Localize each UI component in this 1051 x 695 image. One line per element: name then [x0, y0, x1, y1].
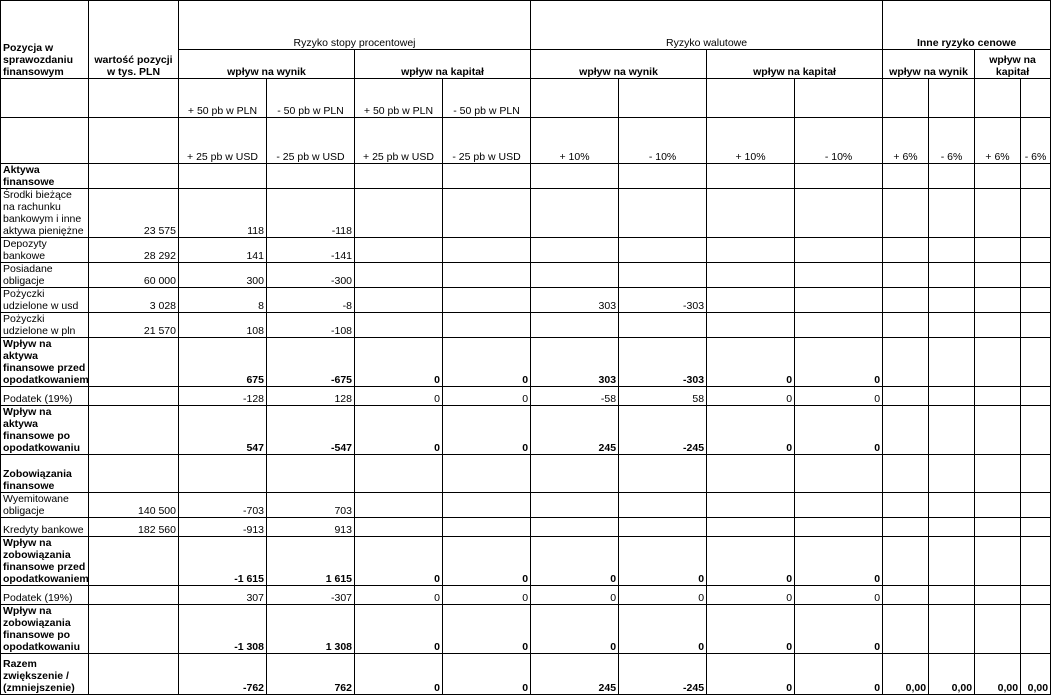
row-value — [89, 338, 179, 387]
table-cell — [1021, 164, 1051, 189]
scenario-label: + 6% — [883, 118, 929, 164]
table-cell — [707, 493, 795, 518]
table-cell — [795, 263, 883, 288]
table-cell — [1021, 387, 1051, 406]
table-cell: 547 — [179, 406, 267, 455]
table-cell — [975, 605, 1021, 654]
table-cell — [929, 406, 975, 455]
table-cell: -703 — [179, 493, 267, 518]
table-cell: -245 — [619, 406, 707, 455]
scenario-label: + 10% — [531, 118, 619, 164]
table-cell — [355, 493, 443, 518]
table-cell — [355, 288, 443, 313]
table-cell: 0 — [355, 654, 443, 695]
table-cell: 0 — [707, 387, 795, 406]
table-cell: 0 — [795, 387, 883, 406]
table-cell: 0 — [531, 537, 619, 586]
table-cell — [619, 164, 707, 189]
section-row — [1, 455, 1051, 493]
row-label: Posiadane obligacje — [1, 263, 89, 288]
table-cell: 0 — [795, 605, 883, 654]
table-cell: 0 — [355, 605, 443, 654]
table-cell — [179, 455, 267, 493]
scenario-label: + 10% — [707, 118, 795, 164]
table-cell — [1021, 605, 1051, 654]
table-cell — [975, 387, 1021, 406]
table-cell: -307 — [267, 586, 355, 605]
table-cell: -547 — [267, 406, 355, 455]
table-cell: -128 — [179, 387, 267, 406]
table-cell — [355, 313, 443, 338]
impact-label: wpływ na wynik — [883, 50, 975, 79]
table-cell — [1021, 338, 1051, 387]
table-cell — [443, 493, 531, 518]
table-cell — [929, 238, 975, 263]
table-row — [1, 238, 1051, 263]
table-cell — [975, 288, 1021, 313]
table-cell: 0,00 — [1021, 654, 1051, 695]
table-cell: 762 — [267, 654, 355, 695]
table-cell — [1021, 238, 1051, 263]
table-cell: 0 — [619, 586, 707, 605]
table-cell: 0 — [355, 387, 443, 406]
row-label: Pożyczki udzielone w usd — [1, 288, 89, 313]
scenario-label: - 10% — [795, 118, 883, 164]
table-cell — [883, 189, 929, 238]
table-cell — [619, 263, 707, 288]
table-row — [1, 605, 1051, 654]
table-cell — [883, 313, 929, 338]
table-cell: 0 — [443, 406, 531, 455]
column-header-position: Pozycja w sprawozdaniu finansowym — [1, 1, 89, 79]
section-row — [1, 164, 1051, 189]
table-cell: 307 — [179, 586, 267, 605]
row-label: Wpływ na aktywa finansowe po opodatkowaniu — [1, 406, 89, 455]
table-cell — [1021, 263, 1051, 288]
table-row — [1, 387, 1051, 406]
table-cell: -303 — [619, 338, 707, 387]
row-value — [89, 406, 179, 455]
table-row — [1, 189, 1051, 238]
table-cell — [355, 238, 443, 263]
table-cell — [929, 537, 975, 586]
table-cell: 0 — [355, 338, 443, 387]
table-cell — [1021, 288, 1051, 313]
impact-label: wpływ na kapitał — [355, 50, 531, 79]
table-cell: -1 615 — [179, 537, 267, 586]
table-cell — [1021, 537, 1051, 586]
table-cell — [883, 455, 929, 493]
table-cell: 303 — [531, 288, 619, 313]
impact-label: wpływ na wynik — [179, 50, 355, 79]
table-cell — [929, 263, 975, 288]
table-cell — [883, 288, 929, 313]
header-row-groups — [1, 1, 1051, 50]
table-cell — [1021, 518, 1051, 537]
table-cell — [531, 518, 619, 537]
pln-scenario-label: - 50 pb w PLN — [267, 79, 355, 118]
table-cell — [929, 518, 975, 537]
row-value — [89, 455, 179, 493]
group-header-interest-rate-risk: Ryzyko stopy procentowej — [179, 1, 531, 50]
group-header-other-price-risk: Inne ryzyko cenowe — [883, 1, 1051, 50]
table-cell: -1 308 — [179, 605, 267, 654]
table-cell — [707, 455, 795, 493]
table-row — [1, 586, 1051, 605]
table-cell — [619, 189, 707, 238]
table-cell: 58 — [619, 387, 707, 406]
table-cell: 0 — [443, 605, 531, 654]
table-cell — [883, 238, 929, 263]
scenario-label: - 10% — [619, 118, 707, 164]
table-cell: 300 — [179, 263, 267, 288]
table-cell: -913 — [179, 518, 267, 537]
pln-scenario-label: - 50 pb w PLN — [443, 79, 531, 118]
row-value — [89, 164, 179, 189]
table-cell — [975, 338, 1021, 387]
table-cell — [355, 189, 443, 238]
table-cell — [1021, 455, 1051, 493]
table-cell: 913 — [267, 518, 355, 537]
table-cell: -108 — [267, 313, 355, 338]
row-label: Wpływ na zobowiązania finansowe przed opodatkowaniem — [1, 537, 89, 586]
table-cell — [975, 164, 1021, 189]
table-cell — [1021, 406, 1051, 455]
row-value: 182 560 — [89, 518, 179, 537]
table-cell — [1021, 313, 1051, 338]
row-value — [89, 605, 179, 654]
table-cell — [443, 164, 531, 189]
row-value: 60 000 — [89, 263, 179, 288]
table-cell — [929, 493, 975, 518]
table-cell — [929, 288, 975, 313]
table-cell — [975, 406, 1021, 455]
table-cell — [619, 238, 707, 263]
table-cell: 8 — [179, 288, 267, 313]
table-cell — [619, 493, 707, 518]
table-cell — [883, 164, 929, 189]
table-cell — [883, 406, 929, 455]
table-cell: 0,00 — [929, 654, 975, 695]
table-cell: 245 — [531, 406, 619, 455]
table-cell: 0 — [795, 586, 883, 605]
impact-label: wpływ na kapitał — [707, 50, 883, 79]
row-label: Depozyty bankowe — [1, 238, 89, 263]
table-cell — [975, 455, 1021, 493]
table-cell: 0 — [443, 387, 531, 406]
table-cell — [531, 238, 619, 263]
table-cell — [975, 189, 1021, 238]
table-cell: 303 — [531, 338, 619, 387]
table-cell: 108 — [179, 313, 267, 338]
row-value: 21 570 — [89, 313, 179, 338]
table-row — [1, 313, 1051, 338]
table-cell: 141 — [179, 238, 267, 263]
table-cell: 0 — [443, 586, 531, 605]
row-value: 3 028 — [89, 288, 179, 313]
table-cell: 0 — [355, 586, 443, 605]
table-row — [1, 537, 1051, 586]
row-label: Wpływ na zobowiązania finansowe po opodatkowaniu — [1, 605, 89, 654]
table-cell: 0 — [619, 605, 707, 654]
table-cell — [975, 238, 1021, 263]
table-cell: 675 — [179, 338, 267, 387]
table-cell — [267, 455, 355, 493]
table-cell — [883, 518, 929, 537]
table-cell — [443, 518, 531, 537]
table-cell — [929, 605, 975, 654]
table-cell — [443, 288, 531, 313]
table-cell — [707, 313, 795, 338]
table-cell — [1021, 189, 1051, 238]
table-cell — [531, 263, 619, 288]
table-cell — [443, 189, 531, 238]
scenario-label: + 25 pb w USD — [355, 118, 443, 164]
table-cell — [795, 518, 883, 537]
table-cell — [975, 263, 1021, 288]
table-cell: -762 — [179, 654, 267, 695]
table-cell — [707, 263, 795, 288]
scenario-label: - 6% — [1021, 118, 1051, 164]
table-row — [1, 493, 1051, 518]
row-label: Kredyty bankowe — [1, 518, 89, 537]
table-row — [1, 654, 1051, 695]
table-cell: -58 — [531, 387, 619, 406]
table-cell — [619, 313, 707, 338]
table-cell: 118 — [179, 189, 267, 238]
table-cell: 245 — [531, 654, 619, 695]
scenario-label: + 25 pb w USD — [179, 118, 267, 164]
table-cell: 0 — [795, 654, 883, 695]
table-cell: 0,00 — [883, 654, 929, 695]
table-cell — [355, 455, 443, 493]
table-cell — [929, 387, 975, 406]
table-row — [1, 338, 1051, 387]
table-cell — [883, 493, 929, 518]
table-cell: 703 — [267, 493, 355, 518]
table-cell: 0 — [531, 586, 619, 605]
column-header-value: wartość pozycji w tys. PLN — [89, 1, 179, 79]
table-cell — [707, 518, 795, 537]
scenario-label: + 6% — [975, 118, 1021, 164]
row-label: Aktywa finansowe — [1, 164, 89, 189]
row-label: Pożyczki udzielone w pln — [1, 313, 89, 338]
table-cell — [443, 313, 531, 338]
table-cell — [795, 288, 883, 313]
table-cell: -300 — [267, 263, 355, 288]
table-row — [1, 518, 1051, 537]
table-cell: 1 308 — [267, 605, 355, 654]
table-cell: -675 — [267, 338, 355, 387]
row-label: Razem zwiększenie / (zmniejszenie) — [1, 654, 89, 695]
row-value — [89, 537, 179, 586]
table-cell — [795, 455, 883, 493]
table-cell — [443, 238, 531, 263]
table-cell: 0 — [443, 338, 531, 387]
table-cell — [179, 164, 267, 189]
row-value — [89, 654, 179, 695]
table-cell: 128 — [267, 387, 355, 406]
table-cell — [883, 586, 929, 605]
row-label: Podatek (19%) — [1, 586, 89, 605]
table-cell — [929, 164, 975, 189]
table-cell: 0 — [707, 586, 795, 605]
row-label: Wpływ na aktywa finansowe przed opodatkowaniem — [1, 338, 89, 387]
table-cell — [531, 455, 619, 493]
table-cell — [355, 263, 443, 288]
table-cell — [929, 189, 975, 238]
table-cell: 0 — [443, 537, 531, 586]
table-cell — [975, 493, 1021, 518]
row-value — [89, 387, 179, 406]
table-cell: 0 — [443, 654, 531, 695]
table-cell — [883, 338, 929, 387]
table-cell — [707, 238, 795, 263]
row-label: Wyemitowane obligacje — [1, 493, 89, 518]
table-cell: 0 — [707, 537, 795, 586]
row-value: 23 575 — [89, 189, 179, 238]
table-row — [1, 288, 1051, 313]
table-cell — [975, 313, 1021, 338]
table-cell: -8 — [267, 288, 355, 313]
table-cell — [975, 586, 1021, 605]
scenario-label: - 25 pb w USD — [443, 118, 531, 164]
table-cell — [1021, 586, 1051, 605]
table-cell — [355, 164, 443, 189]
table-cell — [267, 164, 355, 189]
table-cell — [883, 605, 929, 654]
row-value — [89, 586, 179, 605]
table-cell — [707, 288, 795, 313]
table-cell: 0 — [619, 537, 707, 586]
table-cell — [975, 537, 1021, 586]
table-cell: 1 615 — [267, 537, 355, 586]
table-cell — [883, 537, 929, 586]
table-cell — [531, 313, 619, 338]
table-cell: 0 — [707, 406, 795, 455]
table-cell: 0 — [795, 537, 883, 586]
impact-label: wpływ na kapitał — [975, 50, 1051, 79]
table-cell — [883, 263, 929, 288]
table-cell: 0,00 — [975, 654, 1021, 695]
table-cell: -303 — [619, 288, 707, 313]
table-cell: 0 — [355, 537, 443, 586]
table-cell: -118 — [267, 189, 355, 238]
table-cell — [929, 455, 975, 493]
scenario-label: - 6% — [929, 118, 975, 164]
table-cell — [443, 263, 531, 288]
table-cell — [707, 164, 795, 189]
table-cell: -245 — [619, 654, 707, 695]
table-row — [1, 406, 1051, 455]
table-cell: 0 — [707, 654, 795, 695]
table-cell — [443, 455, 531, 493]
table-cell — [795, 238, 883, 263]
table-cell — [531, 164, 619, 189]
row-value: 140 500 — [89, 493, 179, 518]
impact-label: wpływ na wynik — [531, 50, 707, 79]
table-row — [1, 263, 1051, 288]
table-cell: 0 — [531, 605, 619, 654]
pln-scenario-label: + 50 pb w PLN — [179, 79, 267, 118]
table-cell — [795, 164, 883, 189]
table-cell — [929, 313, 975, 338]
table-cell — [929, 586, 975, 605]
table-cell — [619, 518, 707, 537]
table-cell — [1021, 493, 1051, 518]
table-cell: 0 — [795, 406, 883, 455]
table-cell — [975, 518, 1021, 537]
row-label: Środki bieżące na rachunku bankowym i inne aktywa pieniężne — [1, 189, 89, 238]
table-cell — [707, 189, 795, 238]
table-cell — [619, 455, 707, 493]
row-value: 28 292 — [89, 238, 179, 263]
table-cell — [795, 189, 883, 238]
table-cell: 0 — [355, 406, 443, 455]
pln-scenario-label: + 50 pb w PLN — [355, 79, 443, 118]
table-cell — [795, 493, 883, 518]
group-header-currency-risk: Ryzyko walutowe — [531, 1, 883, 50]
table-cell — [355, 518, 443, 537]
row-label: Podatek (19%) — [1, 387, 89, 406]
table-cell — [929, 338, 975, 387]
table-cell: 0 — [707, 605, 795, 654]
row-label: Zobowiązania finansowe — [1, 455, 89, 493]
table-cell: 0 — [795, 338, 883, 387]
table-cell — [883, 387, 929, 406]
table-cell — [531, 493, 619, 518]
header-row-pln-scenarios — [1, 79, 1051, 118]
scenario-label: - 25 pb w USD — [267, 118, 355, 164]
table-cell: -141 — [267, 238, 355, 263]
table-cell: 0 — [707, 338, 795, 387]
table-cell — [795, 313, 883, 338]
table-cell — [531, 189, 619, 238]
header-row-scenarios — [1, 118, 1051, 164]
